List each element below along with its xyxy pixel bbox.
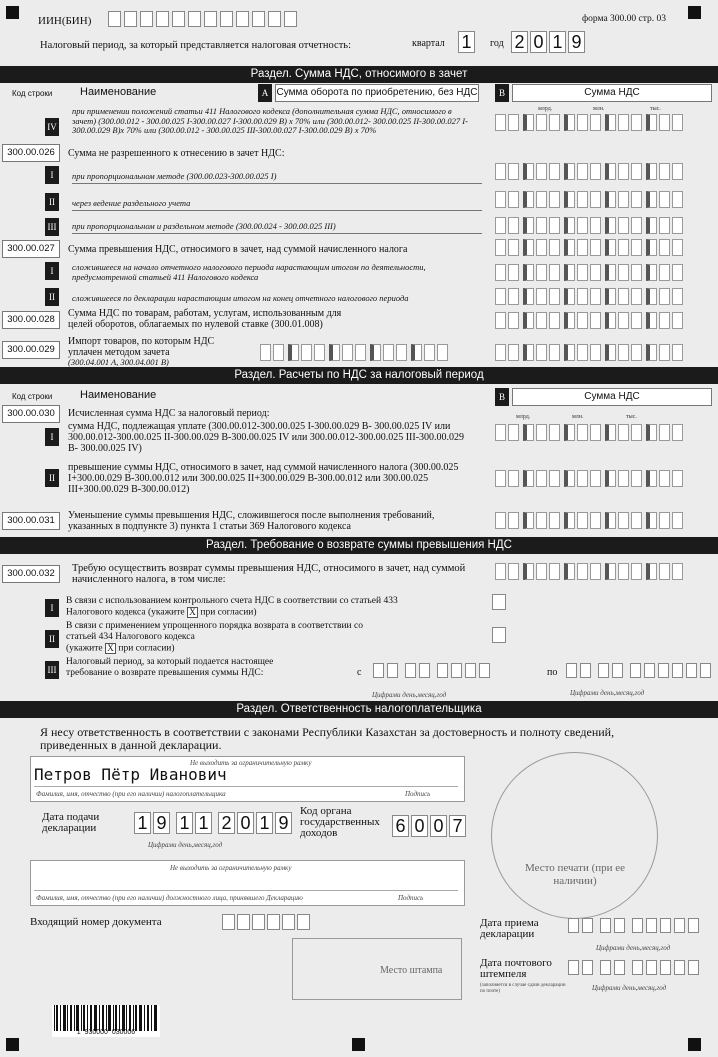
to-label: по — [547, 667, 558, 678]
row-029-sub: (300.04.001 A, 300.04.001 B) — [68, 357, 169, 367]
row-030-ii-amount[interactable] — [495, 470, 683, 487]
row-030-ii-text: превышение суммы НДС, относимого в зачет, над суммой начисленного налога (300.00.025 I+300.00.029 B-300.00.012 или 300.00.025 II+300.00.029 B-300.00.012 или 300.00.025 III+300.00.029 B-300.00.012) — [68, 462, 459, 495]
official-signature-caption: Подпись — [398, 894, 424, 902]
row-iv-amount-b[interactable] — [495, 114, 683, 131]
refund-iii-text: Налоговый период, за который подается настоящее требование о возврате превышения суммы НДС: — [66, 657, 274, 678]
code-300-00-032: 300.00.032 — [2, 565, 60, 583]
refund-ii-checkbox[interactable] — [492, 627, 506, 643]
accept-date-field[interactable] — [568, 918, 699, 933]
refund-i-x-box: X — [187, 607, 198, 618]
row-026-iii-text: при пропорциональном и раздельном методе (300.00.024 - 300.00.025 III) — [72, 221, 336, 231]
tick-thousand-2: тыс. — [626, 414, 637, 420]
row-030-ii-mark: II — [45, 469, 59, 487]
col-a-letter: A — [258, 84, 272, 102]
seal-label: Место печати (при ее наличии) — [524, 862, 626, 887]
stamp-label: Место штампа — [380, 965, 443, 976]
accept-date-hint: Цифрами день,месяц,год — [596, 944, 671, 952]
to-date-hint: Цифрами день,месяц,год — [570, 689, 645, 697]
from-label: с — [357, 667, 362, 678]
row-031-text: Уменьшение суммы превышения НДС, сложившегося после выполнения требований, указанных в подпункте 3) пункта 1 статьи 369 Налогового кодекса — [68, 510, 435, 532]
row-026-ii-amount[interactable] — [495, 191, 683, 208]
row-028-amount[interactable] — [495, 312, 683, 329]
row-030-text: Исчисленная сумма НДС за налоговый период: — [68, 408, 270, 419]
code-300-00-030: 300.00.030 — [2, 405, 60, 423]
barcode — [52, 1005, 160, 1037]
corner-marker — [6, 6, 19, 19]
row-030-i-mark: I — [45, 428, 59, 446]
row-029-amount-a[interactable] — [260, 344, 448, 361]
code-300-00-027: 300.00.027 — [2, 240, 60, 258]
row-028-text: Сумма НДС по товарам, работам, услугам, использованным для целей оборотов, облагаемых по нулевой ставке (300.01.008) — [68, 308, 342, 330]
barcode-number: 1 930000 030006 — [76, 1029, 136, 1036]
official-frame-hint: Не выходить за ограничительную рамку — [170, 864, 292, 872]
code-300-00-026: 300.00.026 — [2, 144, 60, 162]
row-030-i-amount[interactable] — [495, 424, 683, 441]
tick-thousand: тыс. — [650, 106, 661, 112]
row-027-ii-mark: II — [45, 288, 59, 306]
row-027-ii-amount[interactable] — [495, 288, 683, 305]
quarter-label: квартал — [412, 38, 445, 49]
barcode-bars — [52, 1005, 160, 1031]
tick-million-2: млн. — [572, 414, 584, 420]
corner-marker — [688, 6, 701, 19]
section-refund-title: Раздел. Требование о возврате суммы превышения НДС — [0, 537, 718, 554]
postmark-note: (заполняется в случае сдачи декларации по почте) — [480, 983, 566, 994]
row-032-text: Требую осуществить возврат суммы превышения НДС, относимого в зачет, над суммой начисленного налога, в том числе: — [72, 563, 466, 585]
submit-date-label: Дата подачи декларации — [42, 811, 100, 834]
row-032-amount[interactable] — [495, 563, 683, 580]
row-026-iii-amount[interactable] — [495, 217, 683, 234]
year-label: год — [490, 38, 504, 49]
row-026-i-amount[interactable] — [495, 163, 683, 180]
tick-billion-2: млрд. — [516, 414, 531, 420]
taxpayer-frame-hint: Не выходить за ограничительную рамку — [190, 759, 312, 767]
col-b-header: Сумма НДС — [512, 84, 712, 102]
row-027-i-text: сложившееся на начало отчетного налогового периода нарастающим итогом по деятельности, предусмотренной статьей 411 Налогового кодекса — [72, 262, 426, 282]
col-b-letter: B — [495, 84, 509, 102]
section-vat-calc-title: Раздел. Расчеты по НДС за налоговый период — [0, 367, 718, 384]
row-027-text: Сумма превышения НДС, относимого в зачет, над суммой начисленного налога — [68, 244, 408, 255]
year-field[interactable]: 2 0 1 9 — [511, 31, 587, 53]
taxpayer-name[interactable]: Петров Пётр Иванович — [34, 765, 227, 784]
from-date-hint: Цифрами день,месяц,год — [372, 691, 447, 699]
row-026-ii-mark: II — [45, 193, 59, 211]
quarter-field[interactable]: 1 — [458, 31, 475, 53]
refund-i-mark: I — [45, 599, 59, 617]
row-026-iii-mark: III — [45, 218, 59, 236]
incoming-number-field[interactable] — [222, 914, 310, 930]
authority-label: Код органа государственных доходов — [300, 805, 380, 839]
row-026-i-mark: I — [45, 166, 59, 184]
row-027-amount[interactable] — [495, 239, 683, 256]
code-300-00-031: 300.00.031 — [2, 512, 60, 530]
row-027-i-amount[interactable] — [495, 264, 683, 281]
form-label: форма 300.00 стр. 03 — [582, 14, 667, 24]
iin-input[interactable] — [108, 11, 297, 27]
refund-ii-text: В связи с применением упрощенного порядка возврата в соответствии со статьей 434 Налогового кодекса (укажите X при согласии) — [66, 621, 363, 654]
authority-code-field[interactable]: 6 0 0 7 — [392, 815, 468, 837]
refund-i-text: В связи с использованием контрольного счета НДС в соответствии со статьей 433 Налогового кодекса (укажите X при согласии) — [66, 596, 398, 618]
period-from-date[interactable] — [373, 663, 490, 678]
tick-million: млн. — [593, 106, 605, 112]
corner-marker — [352, 1038, 365, 1051]
row-027-i-mark: I — [45, 262, 59, 280]
taxpayer-caption: Фамилия, имя, отчество (при его наличии) налогоплательщика — [36, 790, 226, 798]
row-026-i-text: при пропорциональном методе (300.00.023-300.00.025 I) — [72, 171, 277, 181]
refund-ii-mark: II — [45, 630, 59, 648]
row-026-text: Сумма не разрешенного к отнесению в зачет НДС: — [68, 148, 285, 159]
official-caption: Фамилия, имя, отчество (при его наличии) должностного лица, принявшего Декларацию — [36, 894, 303, 902]
refund-ii-x-box: X — [105, 643, 116, 654]
name-header: Наименование — [80, 86, 157, 98]
postmark-label: Дата почтового штемпеля — [480, 957, 552, 980]
row-029-text: Импорт товаров, по которым НДС уплачен методом зачета — [68, 336, 215, 358]
refund-i-checkbox[interactable] — [492, 594, 506, 610]
row-iv-mark: IV — [45, 118, 59, 136]
corner-marker — [6, 1038, 19, 1051]
code-300-00-028: 300.00.028 — [2, 311, 60, 329]
col-b-header-2: Сумма НДС — [512, 388, 712, 406]
tick-billion: млрд. — [538, 106, 553, 112]
row-iv-text: при применении положений статьи 411 Налогового кодекса (дополнительная сумма НДС, относимого в зачет) (300.00.012 - 300.00.025 I-300.00.027 I-300.00.029 B) x 70% или (300.00.012- 300.00.025 II-300.00.027 I-300.00.029 B)x 70% или (300.00.012 - 300.00.025 III-300.00.027 I-300.00.029 B) x 70% — [72, 106, 468, 135]
period-label: Налоговый период, за который представляется налоговая отчетность: — [40, 40, 351, 51]
period-to-date[interactable] — [566, 663, 711, 678]
row-030-i-text: сумма НДС, подлежащая уплате (300.00.012-300.00.025 I-300.00.029 B- 300.00.025 IV или 300.00.012-300.00.025 II-300.00.029 B-300.00.025 IV или 300.00.012-300.00.025 III-300.00.029 B- 300.00.025 IV) — [68, 421, 465, 454]
row-026-ii-text: через ведение раздельного учета — [72, 198, 191, 208]
row-029-amount-b[interactable] — [495, 344, 683, 361]
col-b-letter-2: B — [495, 388, 509, 406]
row-027-ii-text: сложившееся по декларации нарастающим итогом на конец отчетного налогового периода — [72, 293, 409, 303]
section-responsibility-title: Раздел. Ответственность налогоплательщика — [0, 701, 718, 718]
responsibility-statement: Я несу ответственность в соответствии с законами Республики Казахстан за достоверность и полноту сведений, приведенных в данной декларации. — [40, 725, 615, 752]
iin-label: ИИН(БИН) — [38, 15, 92, 27]
submit-date-field[interactable]: 1 9 1 1 2 0 1 9 — [134, 812, 294, 834]
submit-date-hint: Цифрами день,месяц,год — [148, 841, 223, 849]
corner-marker — [688, 1038, 701, 1051]
code-header: Код строки — [12, 89, 53, 98]
section-vat-credit-title: Раздел. Сумма НДС, относимого в зачет — [0, 66, 718, 83]
incoming-label: Входящий номер документа — [30, 916, 162, 928]
signature-caption: Подпись — [405, 790, 431, 798]
row-031-amount[interactable] — [495, 512, 683, 529]
code-300-00-029: 300.00.029 — [2, 341, 60, 359]
postmark-date-field[interactable] — [568, 960, 699, 975]
seal-circle — [491, 752, 658, 919]
col-a-header: Сумма оборота по приобретению, без НДС — [275, 84, 479, 102]
postmark-date-hint: Цифрами день,месяц,год — [592, 984, 667, 992]
name-header-2: Наименование — [80, 389, 157, 401]
accept-date-label: Дата приема декларации — [480, 917, 539, 940]
refund-iii-mark: III — [45, 661, 59, 679]
code-header-2: Код строки — [12, 392, 53, 401]
